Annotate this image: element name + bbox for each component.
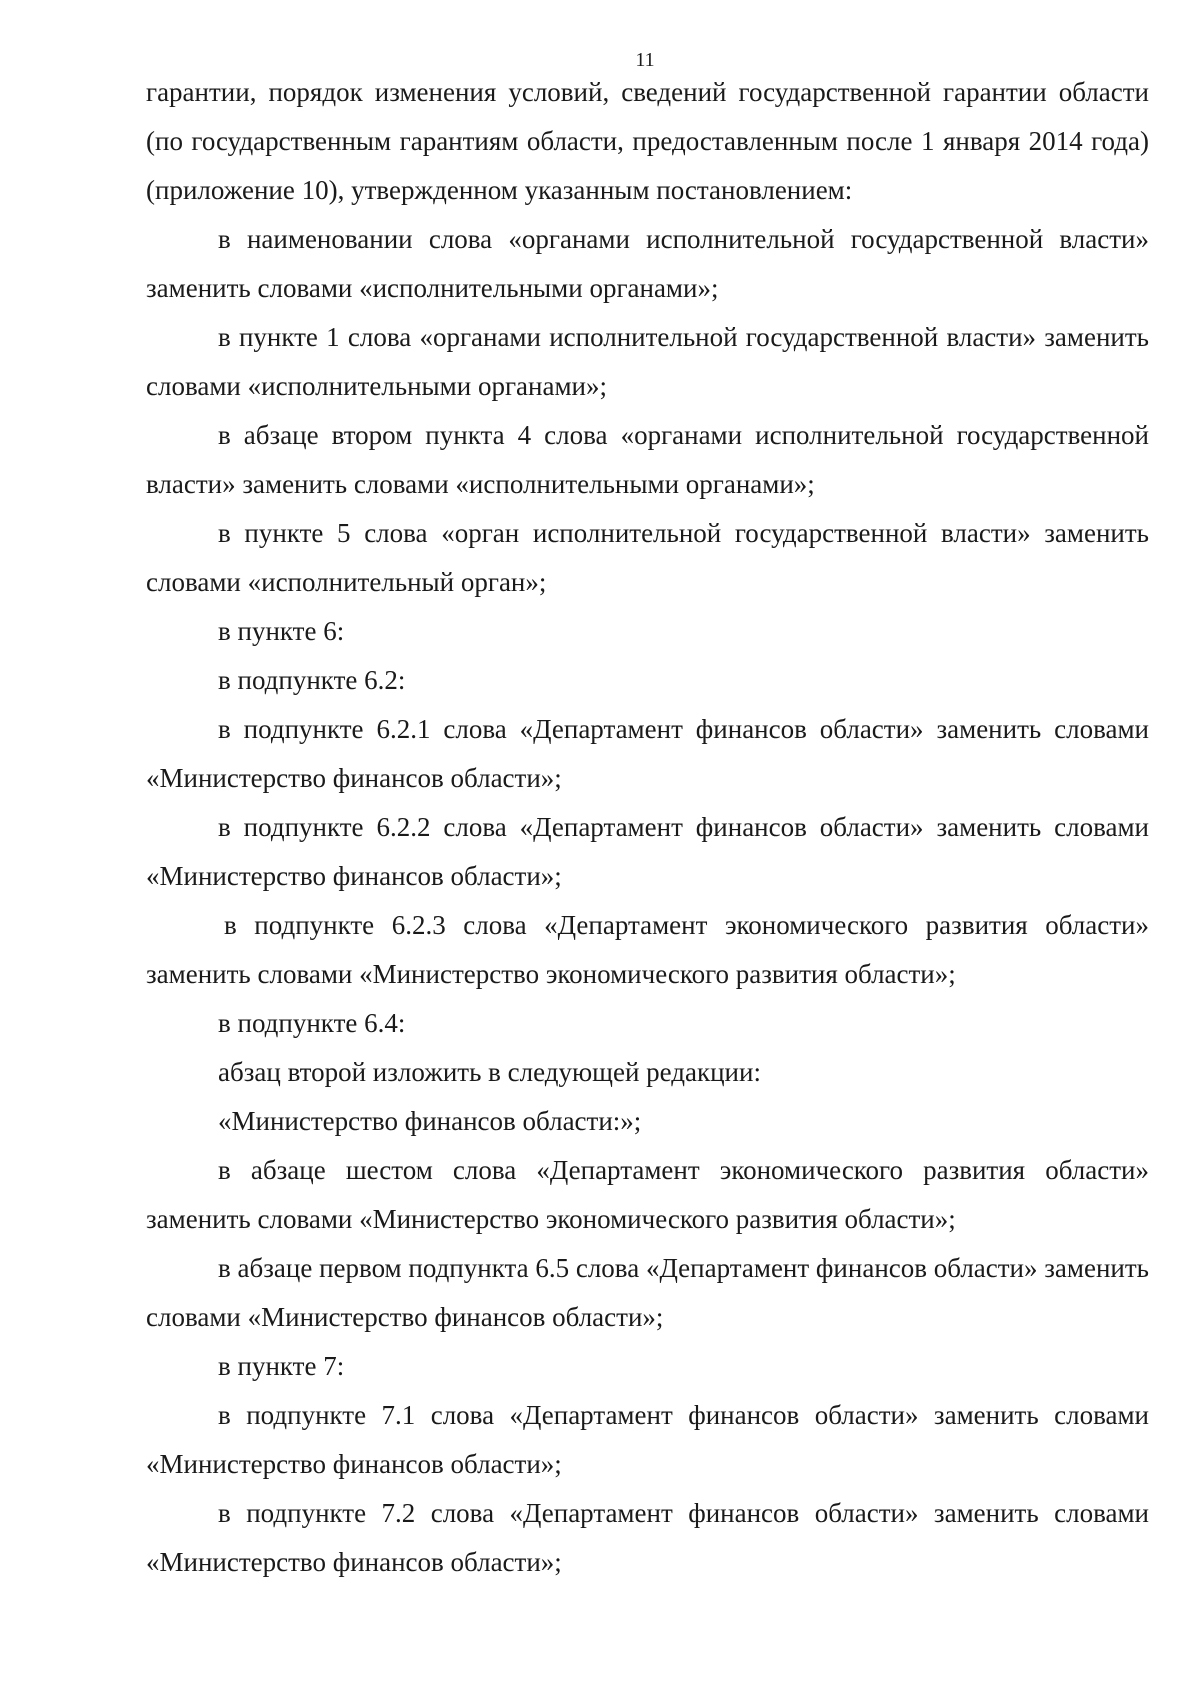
document-body [146,68,1149,1587]
paragraph-subpoint-6-5: в абзаце первом подпункта 6.5 слова «Департамент финансов области» заменить словами «Министерство финансов области»; [146,1253,1149,1332]
paragraph-new-wording-intro: абзац второй изложить в следующей редакции: [218,1057,761,1087]
paragraph-new-wording: «Министерство финансов области:»; [218,1106,642,1136]
paragraph-subpoint-6-2-3: в подпункте 6.2.3 слова «Департамент экономического развития области» заменить словами «Министерство экономического развития области»; [146,910,1149,989]
paragraph-sixth-abzats: в абзаце шестом слова «Департамент экономического развития области» заменить словами «Министерство экономического развития области»; [146,1155,1149,1234]
paragraph-subpoint-7-1: в подпункте 7.1 слова «Департамент финансов области» заменить словами «Министерство финансов области»; [146,1400,1149,1479]
paragraph-subpoint-6-2-2: в подпункте 6.2.2 слова «Департамент финансов области» заменить словами «Министерство финансов области»; [146,812,1149,891]
paragraph-point-5: в пункте 5 слова «орган исполнительной государственной власти» заменить словами «исполнительный орган»; [146,518,1149,597]
page-number: 11 [635,49,655,71]
paragraph-point-7: в пункте 7: [218,1351,345,1381]
paragraph-subpoint-6-2-1: в подпункте 6.2.1 слова «Департамент финансов области» заменить словами «Министерство финансов области»; [146,714,1149,793]
paragraph-subpoint-7-2: в подпункте 7.2 слова «Департамент финансов области» заменить словами «Министерство финансов области»; [146,1498,1149,1577]
paragraph-point-4: в абзаце втором пункта 4 слова «органами исполнительной государственной власти» заменить словами «исполнительными органами»; [146,420,1149,499]
paragraph-subpoint-6-2: в подпункте 6.2: [218,665,406,695]
paragraph-point-6: в пункте 6: [218,616,345,646]
paragraph-subpoint-6-4: в подпункте 6.4: [218,1008,406,1038]
paragraph-naming-amendment: в наименовании слова «органами исполнительной государственной власти» заменить словами «исполнительными органами»; [146,224,1149,303]
paragraph-point-1: в пункте 1 слова «органами исполнительной государственной власти» заменить словами «исполнительными органами»; [146,322,1149,401]
paragraph-continuation: гарантии, порядок изменения условий, сведений государственной гарантии области (по государственным гарантиям области, предоставленным после 1 января 2014 года) (приложение 10), утвержденном указанным постановлением: [146,77,1149,205]
